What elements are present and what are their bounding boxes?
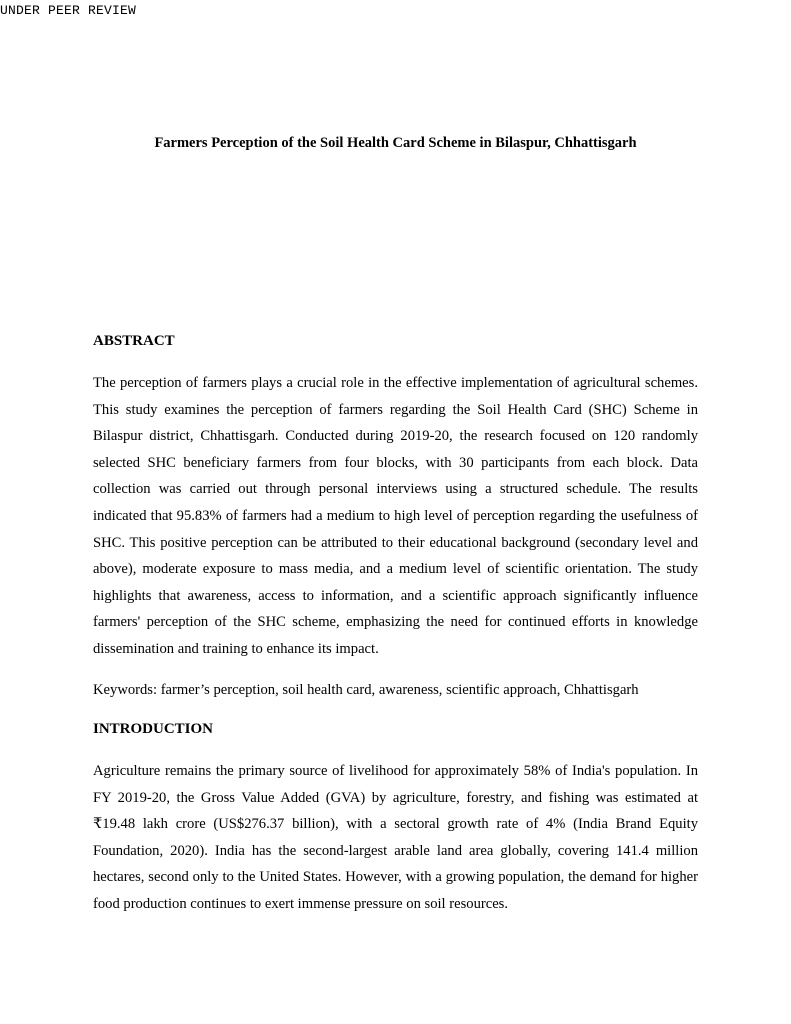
review-watermark: UNDER PEER REVIEW <box>0 3 137 18</box>
introduction-text: Agriculture remains the primary source of livelihood for approximately 58% of India's population. In FY 2019-20, the Gross Value Added (GVA) by agriculture, forestry, and fishing was estimated at ₹19.48 lakh crore (US$276.37 billion), with a sectoral growth rate of 4% (India Brand Equity Foundation, 2020). India has the second-largest arable land area globally, covering 141.4 million hectares, second only to the United States. However, with a growing population, the demand for higher food production continues to exert immense pressure on soil resources. <box>93 763 698 912</box>
abstract-text: The perception of farmers plays a crucial role in the effective implementation of agricultural schemes. This study examines the perception of farmers regarding the Soil Health Card (SHC) Scheme in Bilaspur district, Chhattisgarh. Conducted during 2019-20, the research focused on 120 randomly selected SHC beneficiary farmers from four blocks, with 30 participants from each block. Data collection was carried out through personal interviews using a structured schedule. The results indicated that 95.83% of farmers had a medium to high level of perception regarding the usefulness of SHC. This positive perception can be attributed to their educational background (secondary level and above), moderate exposure to mass media, and a medium level of scientific orientation. The study highlights that awareness, access to information, and a scientific approach significantly influence farmers' perception of the SHC scheme, emphasizing the need for continued efforts in knowledge dissemination and training to enhance its impact. <box>93 375 698 657</box>
keywords-line: Keywords: farmer’s perception, soil health card, awareness, scientific approach, Chhattisgarh <box>93 682 639 698</box>
abstract-heading: ABSTRACT <box>93 333 175 349</box>
introduction-heading: INTRODUCTION <box>93 721 214 737</box>
paper-title: Farmers Perception of the Soil Health Card Scheme in Bilaspur, Chhattisgarh <box>154 135 637 151</box>
